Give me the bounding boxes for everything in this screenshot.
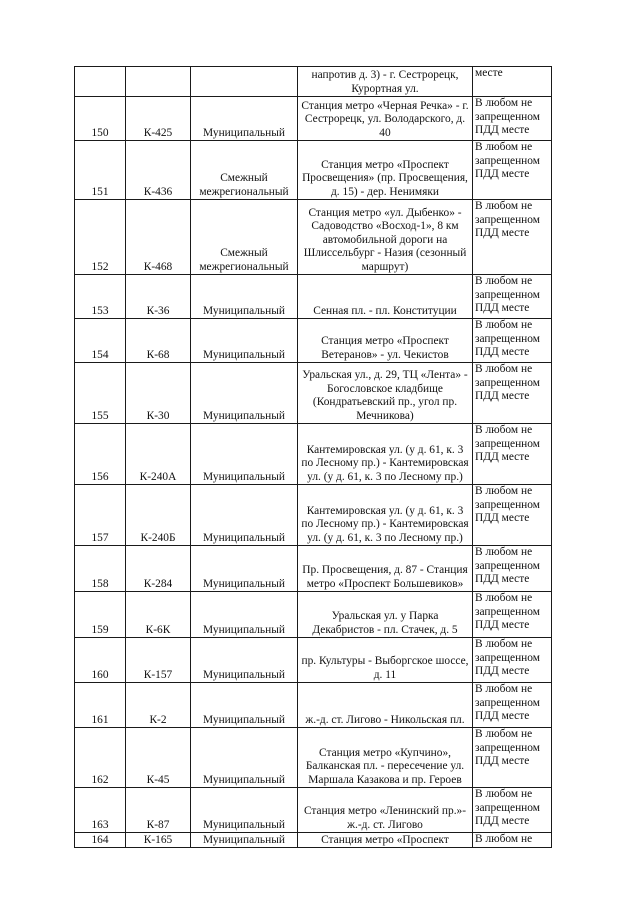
stop-place-cell: месте	[473, 67, 552, 97]
stop-place-cell: В любом не запрещенном ПДД месте	[473, 275, 552, 319]
table-row	[75, 141, 552, 200]
route-path-cell: Станция метро «Проспект Просвещения» (пр. Просвещения, д. 15) - дер. Ненимяки	[298, 141, 473, 200]
route-number-cell: 153	[75, 275, 126, 319]
stop-place-cell: В любом не	[473, 833, 552, 848]
route-type-cell: Муниципальный	[191, 638, 298, 683]
route-path-cell: Станция метро «Проспект Ветеранов» - ул. Чекистов	[298, 319, 473, 363]
route-type-cell	[191, 67, 298, 97]
route-type-cell: Муниципальный	[191, 728, 298, 788]
route-path-cell: Уральская ул., д. 29, ТЦ «Лента» - Богословское кладбище (Кондратьевский пр., угол пр. Мечникова)	[298, 363, 473, 424]
route-code-cell: К-284	[126, 546, 191, 592]
route-code-cell: К-425	[126, 97, 191, 141]
route-code-cell: К-2	[126, 683, 191, 728]
routes-table-body	[75, 67, 552, 848]
stop-place-cell: В любом не запрещенном ПДД месте	[473, 424, 552, 485]
route-number-cell: 151	[75, 141, 126, 200]
route-type-cell: Муниципальный	[191, 592, 298, 638]
route-code-cell: К-468	[126, 200, 191, 275]
route-number-cell: 161	[75, 683, 126, 728]
route-path-cell: пр. Культуры - Выборгское шоссе, д. 11	[298, 638, 473, 683]
route-code-cell: К-157	[126, 638, 191, 683]
route-number-cell: 162	[75, 728, 126, 788]
table-row	[75, 638, 552, 683]
route-code-cell: К-240Б	[126, 485, 191, 546]
table-row	[75, 592, 552, 638]
table-row	[75, 97, 552, 141]
table-row	[75, 788, 552, 833]
table-row	[75, 683, 552, 728]
table-row	[75, 424, 552, 485]
route-number-cell: 158	[75, 546, 126, 592]
route-number-cell: 155	[75, 363, 126, 424]
route-number-cell: 154	[75, 319, 126, 363]
route-code-cell: К-87	[126, 788, 191, 833]
routes-table	[74, 66, 552, 848]
route-code-cell: К-45	[126, 728, 191, 788]
route-type-cell: Муниципальный	[191, 424, 298, 485]
route-number-cell: 160	[75, 638, 126, 683]
route-type-cell: Муниципальный	[191, 546, 298, 592]
route-number-cell: 159	[75, 592, 126, 638]
route-path-cell: Уральская ул. у Парка Декабристов - пл. Стачек, д. 5	[298, 592, 473, 638]
route-type-cell: Муниципальный	[191, 97, 298, 141]
stop-place-cell: В любом не запрещенном ПДД месте	[473, 683, 552, 728]
route-number-cell: 156	[75, 424, 126, 485]
route-path-cell: Станция метро «ул. Дыбенко» - Садоводство «Восход-1», 8 км автомобильной дороги на Шлиссельбург - Назия (сезонный маршрут)	[298, 200, 473, 275]
route-path-cell: Пр. Просвещения, д. 87 - Станция метро «Проспект Большевиков»	[298, 546, 473, 592]
stop-place-cell: В любом не запрещенном ПДД месте	[473, 363, 552, 424]
route-number-cell: 157	[75, 485, 126, 546]
route-path-cell: Станция метро «Ленинский пр.»- ж.-д. ст. Лигово	[298, 788, 473, 833]
table-row	[75, 200, 552, 275]
route-type-cell: Смежный межрегиональный	[191, 141, 298, 200]
route-path-cell: Станция метро «Черная Речка» - г. Сестрорецк, ул. Володарского, д. 40	[298, 97, 473, 141]
route-number-cell	[75, 67, 126, 97]
table-row	[75, 363, 552, 424]
route-code-cell: К-6К	[126, 592, 191, 638]
route-number-cell: 163	[75, 788, 126, 833]
route-path-cell: Кантемировская ул. (у д. 61, к. 3 по Лесному пр.) - Кантемировская ул. (у д. 61, к. 3 по Лесному пр.)	[298, 485, 473, 546]
stop-place-cell: В любом не запрещенном ПДД месте	[473, 546, 552, 592]
route-path-cell: напротив д. 3) - г. Сестрорецк, Курортная ул.	[298, 67, 473, 97]
route-number-cell: 152	[75, 200, 126, 275]
table-row	[75, 275, 552, 319]
stop-place-cell: В любом не запрещенном ПДД месте	[473, 97, 552, 141]
stop-place-cell: В любом не запрещенном ПДД месте	[473, 485, 552, 546]
route-type-cell: Муниципальный	[191, 683, 298, 728]
route-number-cell: 164	[75, 833, 126, 848]
stop-place-cell: В любом не запрещенном ПДД месте	[473, 638, 552, 683]
route-code-cell: К-436	[126, 141, 191, 200]
route-code-cell: К-240А	[126, 424, 191, 485]
table-row	[75, 833, 552, 848]
stop-place-cell: В любом не запрещенном ПДД месте	[473, 141, 552, 200]
table-row	[75, 546, 552, 592]
table-row	[75, 67, 552, 97]
route-type-cell: Муниципальный	[191, 319, 298, 363]
route-code-cell: К-36	[126, 275, 191, 319]
stop-place-cell: В любом не запрещенном ПДД месте	[473, 319, 552, 363]
route-type-cell: Муниципальный	[191, 833, 298, 848]
route-path-cell: ж.-д. ст. Лигово - Никольская пл.	[298, 683, 473, 728]
table-row	[75, 485, 552, 546]
route-code-cell: К-68	[126, 319, 191, 363]
stop-place-cell: В любом не запрещенном ПДД месте	[473, 788, 552, 833]
table-row	[75, 728, 552, 788]
route-path-cell: Сенная пл. - пл. Конституции	[298, 275, 473, 319]
route-type-cell: Муниципальный	[191, 485, 298, 546]
stop-place-cell: В любом не запрещенном ПДД месте	[473, 728, 552, 788]
route-type-cell: Муниципальный	[191, 788, 298, 833]
route-code-cell	[126, 67, 191, 97]
route-type-cell: Муниципальный	[191, 275, 298, 319]
route-type-cell: Муниципальный	[191, 363, 298, 424]
route-type-cell: Смежный межрегиональный	[191, 200, 298, 275]
route-code-cell: К-30	[126, 363, 191, 424]
route-path-cell: Кантемировская ул. (у д. 61, к. 3 по Лесному пр.) - Кантемировская ул. (у д. 61, к. 3 по Лесному пр.)	[298, 424, 473, 485]
stop-place-cell: В любом не запрещенном ПДД месте	[473, 592, 552, 638]
stop-place-cell: В любом не запрещенном ПДД месте	[473, 200, 552, 275]
route-path-cell: Станция метро «Проспект	[298, 833, 473, 848]
route-path-cell: Станция метро «Купчино», Балканская пл. - пересечение ул. Маршала Казакова и пр. Героев	[298, 728, 473, 788]
route-code-cell: К-165	[126, 833, 191, 848]
table-row	[75, 319, 552, 363]
route-number-cell: 150	[75, 97, 126, 141]
